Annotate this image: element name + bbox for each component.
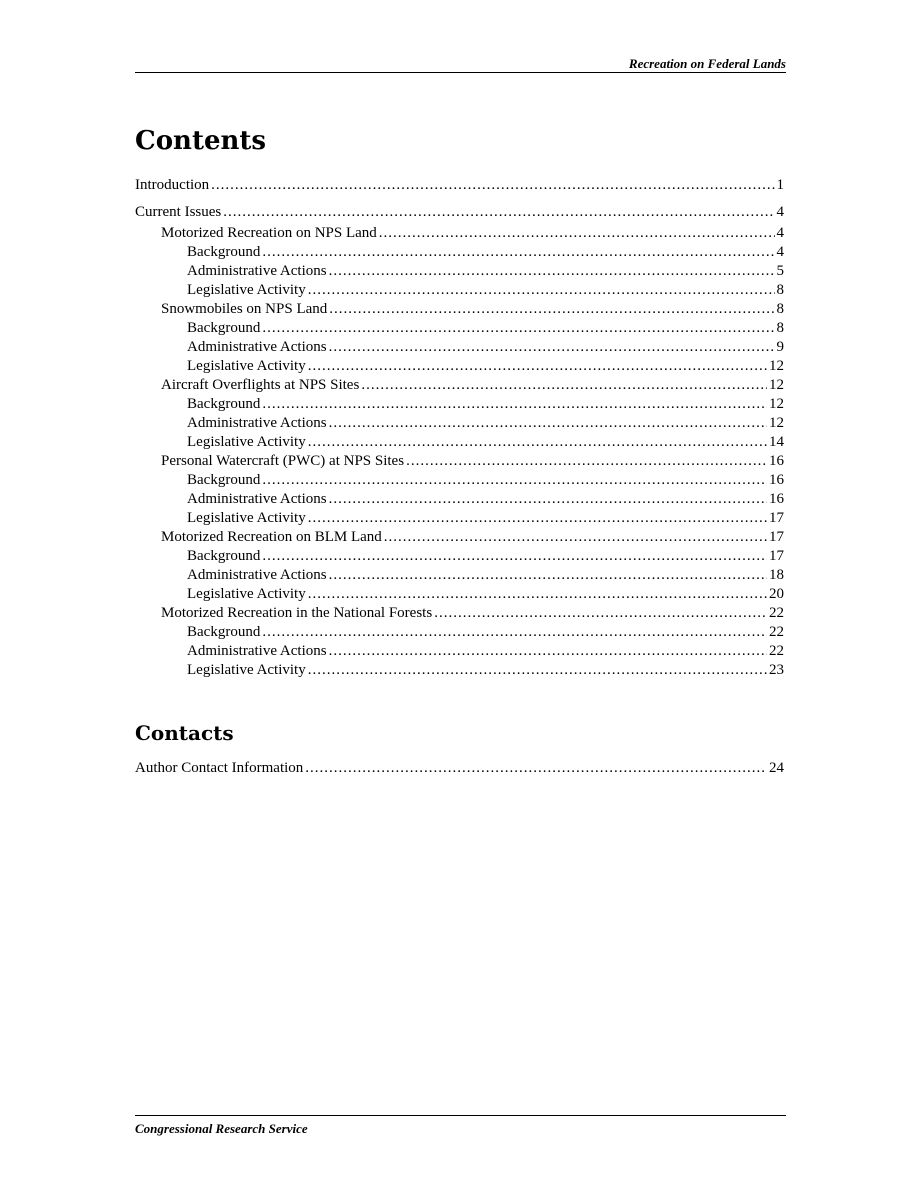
toc-dot-leader (434, 604, 767, 623)
toc-entry-label: Administrative Actions (187, 643, 327, 659)
toc-entry[interactable] (135, 547, 784, 566)
toc-entry-label: Legislative Activity (187, 434, 306, 450)
toc-entry-label: Legislative Activity (187, 510, 306, 526)
toc-entry-page: 22 (769, 624, 784, 640)
toc-entry-page: 8 (776, 282, 784, 298)
toc-entry-label: Motorized Recreation in the National Forests (161, 605, 433, 621)
toc-entry[interactable] (135, 585, 784, 604)
toc-entry-label: Background (187, 624, 261, 640)
toc-entry-label: Background (187, 548, 261, 564)
toc-entry-page: 16 (769, 453, 784, 469)
toc-entry[interactable] (135, 452, 784, 471)
toc-dot-leader (308, 509, 767, 528)
toc-entry[interactable] (135, 262, 784, 281)
toc-entry-page: 12 (769, 358, 784, 374)
toc-dot-leader (384, 528, 767, 547)
toc-entry-label: Legislative Activity (187, 358, 306, 374)
toc-dot-leader (305, 759, 767, 778)
toc-entry[interactable] (135, 281, 784, 300)
toc-dot-leader (329, 642, 767, 661)
toc-entry[interactable] (135, 433, 784, 452)
running-header: Recreation on Federal Lands (628, 56, 786, 71)
toc-entry[interactable] (135, 357, 784, 376)
toc-entry-label: Motorized Recreation on NPS Land (161, 225, 377, 241)
toc-entry[interactable] (135, 338, 784, 357)
toc-entry-label: Introduction (135, 177, 210, 193)
toc-dot-leader (308, 661, 767, 680)
toc-entry[interactable] (135, 224, 784, 243)
toc-entry-label: Aircraft Overflights at NPS Sites (161, 377, 360, 393)
toc-entry-page: 8 (776, 301, 784, 317)
toc-entry-label: Administrative Actions (187, 415, 327, 431)
toc-dot-leader (329, 262, 775, 281)
toc-entry-page: 4 (776, 225, 784, 241)
toc-entry-label: Administrative Actions (187, 491, 327, 507)
toc-entry[interactable] (135, 414, 784, 433)
toc-entry[interactable] (135, 490, 784, 509)
toc-entry-page: 9 (776, 339, 784, 355)
toc-entry-page: 12 (769, 396, 784, 412)
toc-dot-leader (308, 281, 775, 300)
header-rule (135, 72, 786, 73)
toc-dot-leader (308, 585, 767, 604)
toc-entry[interactable] (135, 471, 784, 490)
toc-dot-leader (262, 243, 774, 262)
toc-entry-label: Background (187, 320, 261, 336)
toc-entry-page: 17 (769, 510, 784, 526)
toc-entry[interactable] (135, 604, 784, 623)
toc-entry-label: Administrative Actions (187, 339, 327, 355)
toc-dot-leader (329, 490, 767, 509)
toc-entry-page: 4 (776, 244, 784, 260)
toc-dot-leader (308, 357, 767, 376)
toc-entry[interactable] (135, 661, 784, 680)
toc-dot-leader (379, 224, 775, 243)
toc-entry[interactable] (135, 203, 784, 222)
toc-dot-leader (329, 300, 774, 319)
toc-entry-page: 22 (769, 605, 784, 621)
toc-dot-leader (262, 623, 767, 642)
toc-entry-page: 1 (776, 177, 784, 193)
toc-dot-leader (329, 414, 767, 433)
toc-dot-leader (211, 176, 774, 195)
toc-dot-leader (262, 471, 767, 490)
toc-entry-page: 16 (769, 472, 784, 488)
toc-entry[interactable] (135, 623, 784, 642)
toc-entry[interactable] (135, 509, 784, 528)
toc-entry-page: 12 (769, 415, 784, 431)
toc-entry-label: Legislative Activity (187, 282, 306, 298)
toc-dot-leader (262, 395, 767, 414)
toc-entry[interactable] (135, 376, 784, 395)
toc-entry-page: 4 (776, 204, 784, 220)
toc-entry-label: Personal Watercraft (PWC) at NPS Sites (161, 453, 405, 469)
toc-entry-label: Snowmobiles on NPS Land (161, 301, 328, 317)
toc-entry[interactable] (135, 566, 784, 585)
toc-entry-page: 22 (769, 643, 784, 659)
toc-entry[interactable] (135, 300, 784, 319)
toc-entry[interactable] (135, 243, 784, 262)
toc-entry-label: Legislative Activity (187, 662, 306, 678)
toc-entry-page: 17 (769, 548, 784, 564)
toc-entry-label: Legislative Activity (187, 586, 306, 602)
toc-entry[interactable] (135, 759, 784, 778)
toc-dot-leader (262, 547, 767, 566)
toc-entry-page: 23 (769, 662, 784, 678)
toc-dot-leader (329, 338, 775, 357)
toc-dot-leader (308, 433, 767, 452)
toc-entry-page: 24 (769, 760, 784, 776)
toc-entry-page: 5 (776, 263, 784, 279)
toc-dot-leader (329, 566, 767, 585)
toc-entry[interactable] (135, 319, 784, 338)
footer-rule (135, 1115, 786, 1116)
toc-dot-leader (262, 319, 774, 338)
toc-entry-label: Motorized Recreation on BLM Land (161, 529, 382, 545)
toc-entry[interactable] (135, 395, 784, 414)
toc-entry-label: Current Issues (135, 204, 222, 220)
contents-heading: Contents (135, 126, 267, 156)
toc-entry-page: 12 (769, 377, 784, 393)
toc-entry-page: 16 (769, 491, 784, 507)
toc-dot-leader (361, 376, 767, 395)
toc-entry-label: Administrative Actions (187, 263, 327, 279)
toc-entry[interactable] (135, 642, 784, 661)
toc-entry-label: Background (187, 396, 261, 412)
toc-dot-leader (223, 203, 774, 222)
toc-entry-label: Administrative Actions (187, 567, 327, 583)
toc-entry-label: Background (187, 244, 261, 260)
toc-entry-label: Author Contact Information (135, 760, 304, 776)
toc-entry[interactable] (135, 176, 784, 195)
toc-dot-leader (406, 452, 767, 471)
contacts-heading: Contacts (135, 721, 234, 745)
toc-entry[interactable] (135, 528, 784, 547)
running-footer: Congressional Research Service (135, 1121, 308, 1136)
toc-entry-page: 14 (769, 434, 784, 450)
toc-entry-page: 20 (769, 586, 784, 602)
toc-entry-page: 18 (769, 567, 784, 583)
toc-entry-label: Background (187, 472, 261, 488)
toc-entry-page: 17 (769, 529, 784, 545)
toc-entry-page: 8 (776, 320, 784, 336)
